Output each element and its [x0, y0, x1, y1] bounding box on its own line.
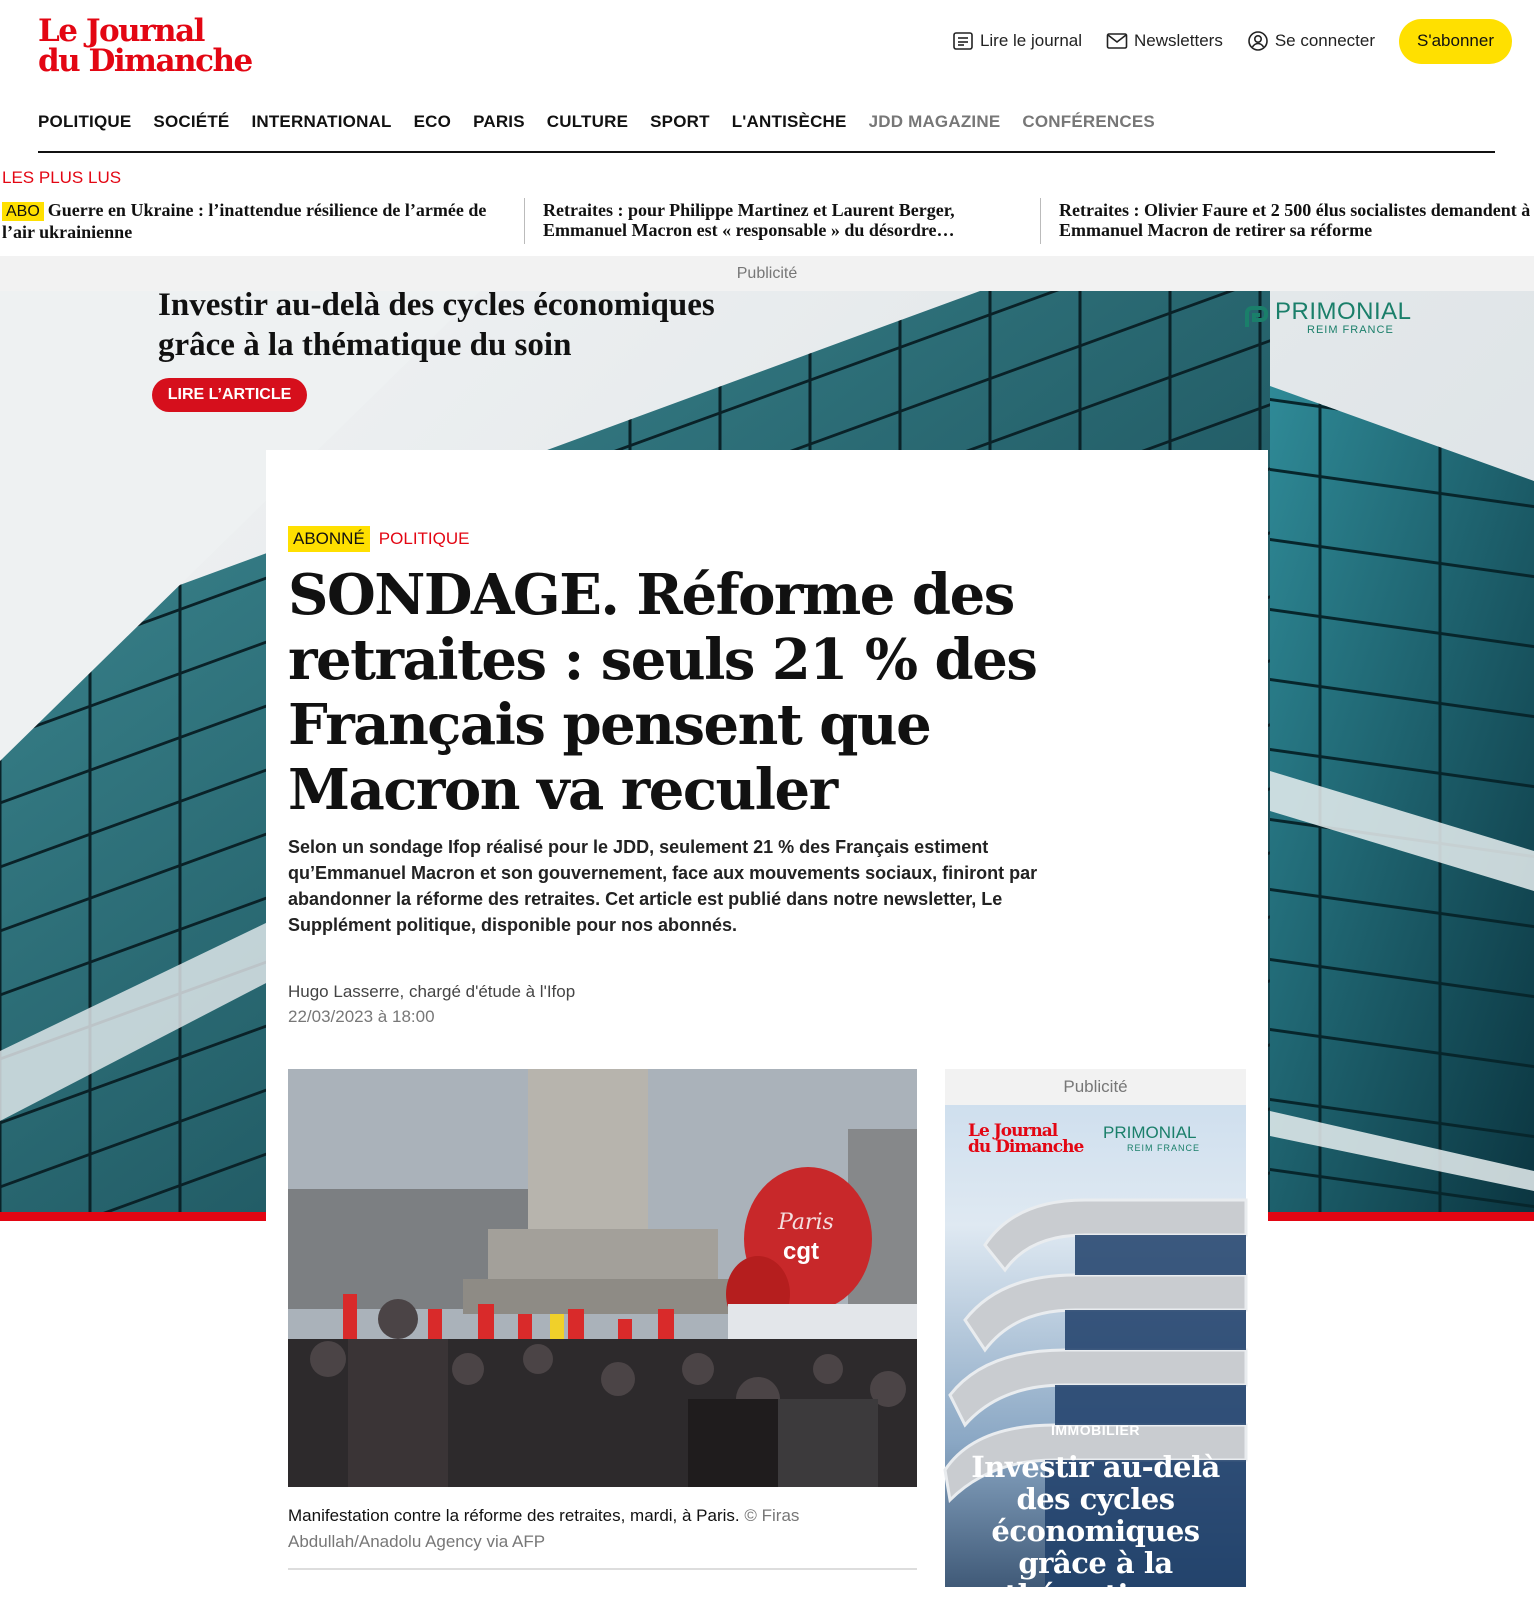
- subscribe-button[interactable]: S'abonner: [1399, 19, 1512, 64]
- article-lead: Selon un sondage Ifop réalisé pour le JDD, seulement 21 % des Français estiment qu’Emmanuel Macron et son gouvernement, face aux mouvements sociaux, finiront par abandonner la réforme des retraites. Cet article est publié dans notre newsletter, Le Supplément politique, disponible pour nos abonnés.: [288, 837, 1038, 935]
- nav-item-politique[interactable]: POLITIQUE: [38, 112, 132, 131]
- side-ad-label: Publicité: [945, 1069, 1246, 1105]
- most-read-item[interactable]: [524, 198, 1040, 244]
- article-title: SONDAGE. Réforme des retraites : seuls 21 % des Français pensent que Macron va reculer: [288, 562, 1037, 823]
- most-read-list: [0, 198, 1534, 256]
- side-ad-primonial-name: PRIMONIAL: [1103, 1123, 1197, 1142]
- read-journal-label: Lire le journal: [979, 31, 1083, 50]
- most-read-item-text: Guerre en Ukraine : l’inattendue résilience de l’armée de l’air ukrainienne: [2, 200, 487, 242]
- nav-item-sport[interactable]: SPORT: [650, 112, 710, 131]
- primonial-name: PRIMONIAL: [1275, 298, 1412, 325]
- category-link[interactable]: POLITIQUE: [378, 529, 470, 548]
- nav-item-conferences[interactable]: CONFÉRENCES: [1022, 112, 1155, 131]
- top-utility-nav: [928, 18, 1512, 64]
- article-card: [266, 450, 1268, 1612]
- logo-line-2: du Dimanche: [38, 43, 252, 79]
- newsletters-link[interactable]: [1106, 31, 1223, 51]
- ad-red-border-left: [0, 1212, 266, 1221]
- main-nav: [38, 108, 1495, 153]
- nav-item-paris[interactable]: PARIS: [473, 112, 525, 131]
- most-read-item-text: Retraites : pour Philippe Martinez et Laurent Berger, Emmanuel Macron est « responsable » du désordre…: [543, 200, 955, 240]
- side-ad-logo-line-1: Le Journal: [968, 1121, 1058, 1141]
- primonial-sub: REIM FRANCE: [1307, 324, 1394, 336]
- nav-item-culture[interactable]: CULTURE: [546, 112, 629, 131]
- read-journal-link[interactable]: [952, 31, 1082, 51]
- side-ad-primonial-sub: REIM FRANCE: [1127, 1143, 1201, 1153]
- ad-read-article-button[interactable]: LIRE L’ARTICLE: [152, 378, 307, 412]
- login-label: Se connecter: [1274, 31, 1376, 50]
- side-ad[interactable]: [945, 1105, 1246, 1612]
- photo-credit: © Firas Abdullah/Anadolu Agency via AFP: [288, 1506, 800, 1551]
- article-photo[interactable]: [288, 1069, 917, 1487]
- photo-caption: [288, 1503, 917, 1555]
- newsletters-label: Newsletters: [1134, 31, 1223, 50]
- primonial-logo-icon: [1243, 305, 1269, 331]
- divider: [288, 1568, 917, 1570]
- balloon-text-cgt: cgt: [783, 1238, 819, 1265]
- protest-photo-illustration: [288, 1069, 917, 1487]
- article-date: 22/03/2023 à 18:00: [288, 1007, 435, 1026]
- side-ad-logo-line-2: du Dimanche: [968, 1137, 1084, 1157]
- side-ad-title: Investir au-delà des cycles économiques grâce à la thématique: [971, 1450, 1220, 1612]
- article-tags: [288, 526, 469, 552]
- side-ad-category: IMMOBILIER: [1051, 1422, 1140, 1438]
- site-header: [0, 0, 1534, 100]
- ad-headline-line-2: grâce à la thématique du soin: [158, 327, 572, 363]
- mail-icon: [1106, 32, 1128, 50]
- nav-item-jdd-magazine[interactable]: JDD MAGAZINE: [868, 112, 1001, 131]
- nav-item-antiseche[interactable]: L'ANTISÈCHE: [731, 112, 847, 131]
- most-read-title: LES PLUS LUS: [2, 168, 122, 187]
- balloon-text-paris: Paris: [778, 1210, 834, 1235]
- primonial-logo[interactable]: [1243, 300, 1412, 336]
- ad-headline-line-1: Investir au-delà des cycles économiques: [158, 287, 715, 323]
- nav-item-international[interactable]: INTERNATIONAL: [251, 112, 392, 131]
- most-read-item[interactable]: [1040, 198, 1534, 244]
- user-icon: [1247, 30, 1269, 52]
- nav-item-eco[interactable]: ECO: [413, 112, 452, 131]
- ad-headline[interactable]: [158, 285, 715, 365]
- article-author[interactable]: Hugo Lasserre, chargé d'étude à l'Ifop: [288, 982, 576, 1001]
- caption-text: Manifestation contre la réforme des retraites, mardi, à Paris.: [288, 1506, 740, 1525]
- newspaper-icon: [952, 31, 974, 51]
- most-read-item[interactable]: [0, 198, 524, 256]
- ad-label: Publicité: [0, 256, 1534, 291]
- ad-red-border-right: [1268, 1212, 1534, 1221]
- logo-line-1: Le Journal: [38, 13, 204, 49]
- most-read-item-text: Retraites : Olivier Faure et 2 500 élus socialistes demandent à Emmanuel Macron de retirer sa réforme: [1059, 200, 1531, 240]
- abo-badge: ABO: [2, 202, 44, 221]
- nav-item-societe[interactable]: SOCIÉTÉ: [153, 112, 230, 131]
- login-link[interactable]: [1247, 30, 1375, 52]
- subscriber-badge: ABONNÉ: [288, 526, 370, 552]
- site-logo[interactable]: [38, 13, 252, 79]
